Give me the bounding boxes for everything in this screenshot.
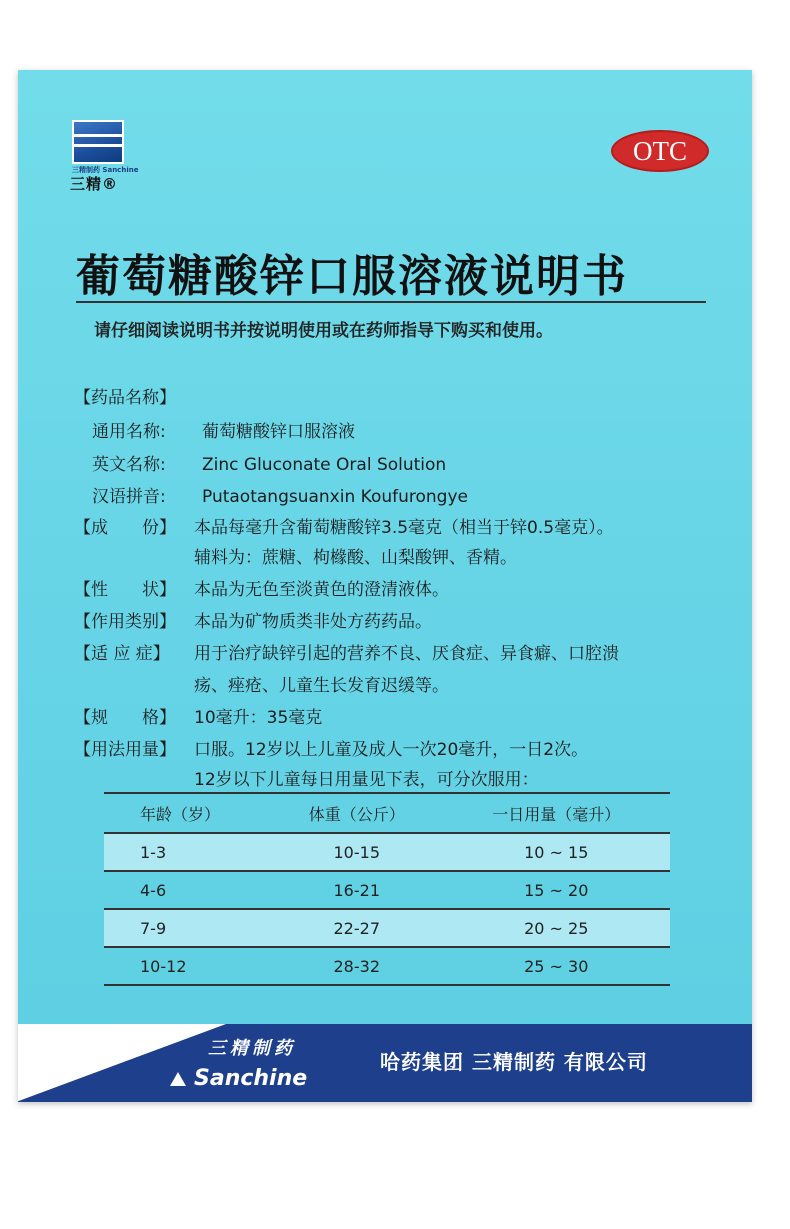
category-label: 【作用类别】 bbox=[74, 612, 176, 632]
spec-value: 10毫升：35毫克 bbox=[194, 708, 323, 728]
indication-continued: 疡、痤疮、儿童生长发育迟缓等。 bbox=[194, 676, 449, 696]
age-cell: 7-9 bbox=[104, 909, 271, 947]
drug-name-heading bbox=[74, 383, 176, 408]
spec-row bbox=[74, 703, 322, 728]
dose-cell: 25 ~ 30 bbox=[443, 947, 671, 985]
composition-value: 本品每毫升含葡萄糖酸锌3.5毫克（相当于锌0.5毫克）。 bbox=[194, 518, 614, 538]
table-header-row bbox=[104, 793, 670, 833]
composition-row bbox=[74, 513, 614, 538]
category-value: 本品为矿物质类非处方药药品。 bbox=[194, 612, 432, 632]
footer-band bbox=[18, 1024, 752, 1102]
dose-cell: 20 ~ 25 bbox=[443, 909, 671, 947]
composition-label: 【成 份】 bbox=[74, 518, 176, 538]
age-cell: 4-6 bbox=[104, 871, 271, 909]
usage-notice: 请仔细阅读说明书并按说明使用或在药师指导下购买和使用。 bbox=[94, 321, 553, 341]
age-cell: 10-12 bbox=[104, 947, 271, 985]
indication-label: 【适 应 症】 bbox=[74, 644, 170, 664]
footer-brand-en: Sanchine bbox=[194, 1066, 308, 1091]
generic-name-row bbox=[74, 417, 355, 442]
drug-name-label: 【药品名称】 bbox=[74, 388, 176, 408]
page-title: 葡萄糖酸锌口服溶液说明书 bbox=[76, 251, 628, 302]
table-row bbox=[104, 833, 670, 871]
weight-cell: 10-15 bbox=[271, 833, 443, 871]
age-cell: 1-3 bbox=[104, 833, 271, 871]
generic-name-label: 通用名称: bbox=[92, 422, 166, 442]
character-value: 本品为无色至淡黄色的澄清液体。 bbox=[194, 580, 449, 600]
footer-brand-cn: 三精制药 bbox=[208, 1038, 296, 1059]
weight-cell: 28-32 bbox=[271, 947, 443, 985]
table-row bbox=[104, 871, 670, 909]
dose-cell: 15 ~ 20 bbox=[443, 871, 671, 909]
column-header-daily-dose: 一日用量（毫升） bbox=[443, 793, 671, 833]
otc-badge: OTC bbox=[611, 130, 709, 172]
dosage-table bbox=[104, 792, 670, 986]
usage-value: 口服。12岁以上儿童及成人一次20毫升，一日2次。 bbox=[194, 740, 589, 760]
logo-brand: 三精® bbox=[70, 175, 119, 193]
english-name-value: Zinc Gluconate Oral Solution bbox=[202, 455, 447, 475]
pinyin-value: Putaotangsuanxin Koufurongye bbox=[202, 487, 468, 507]
sanchine-logo-icon bbox=[72, 120, 124, 164]
weight-cell: 16-21 bbox=[271, 871, 443, 909]
table-row bbox=[104, 947, 670, 985]
title-divider bbox=[76, 301, 706, 303]
indication-row bbox=[74, 639, 619, 664]
pinyin-row bbox=[74, 482, 468, 507]
english-name-label: 英文名称: bbox=[92, 455, 166, 475]
category-row bbox=[74, 607, 432, 632]
logo-caption: 三精制药 Sanchine bbox=[72, 166, 139, 174]
footer-company-name: 哈药集团 三精制药 有限公司 bbox=[380, 1050, 648, 1074]
composition-excipients: 辅料为：蔗糖、枸橼酸、山梨酸钾、香精。 bbox=[194, 548, 517, 568]
dose-cell: 10 ~ 15 bbox=[443, 833, 671, 871]
generic-name-value: 葡萄糖酸锌口服溶液 bbox=[202, 422, 355, 442]
english-name-row bbox=[74, 450, 446, 475]
triangle-logo-icon bbox=[170, 1072, 186, 1086]
character-row bbox=[74, 575, 449, 600]
character-label: 【性 状】 bbox=[74, 580, 176, 600]
pinyin-label: 汉语拼音: bbox=[92, 487, 166, 507]
usage-continued: 12岁以下儿童每日用量见下表，可分次服用： bbox=[194, 770, 539, 790]
column-header-age: 年龄（岁） bbox=[104, 793, 271, 833]
column-header-weight: 体重（公斤） bbox=[271, 793, 443, 833]
weight-cell: 22-27 bbox=[271, 909, 443, 947]
usage-row bbox=[74, 735, 588, 760]
usage-label: 【用法用量】 bbox=[74, 740, 176, 760]
indication-value: 用于治疗缺锌引起的营养不良、厌食症、异食癖、口腔溃 bbox=[194, 644, 619, 664]
instruction-sheet bbox=[18, 70, 752, 1102]
table-row bbox=[104, 909, 670, 947]
spec-label: 【规 格】 bbox=[74, 708, 176, 728]
